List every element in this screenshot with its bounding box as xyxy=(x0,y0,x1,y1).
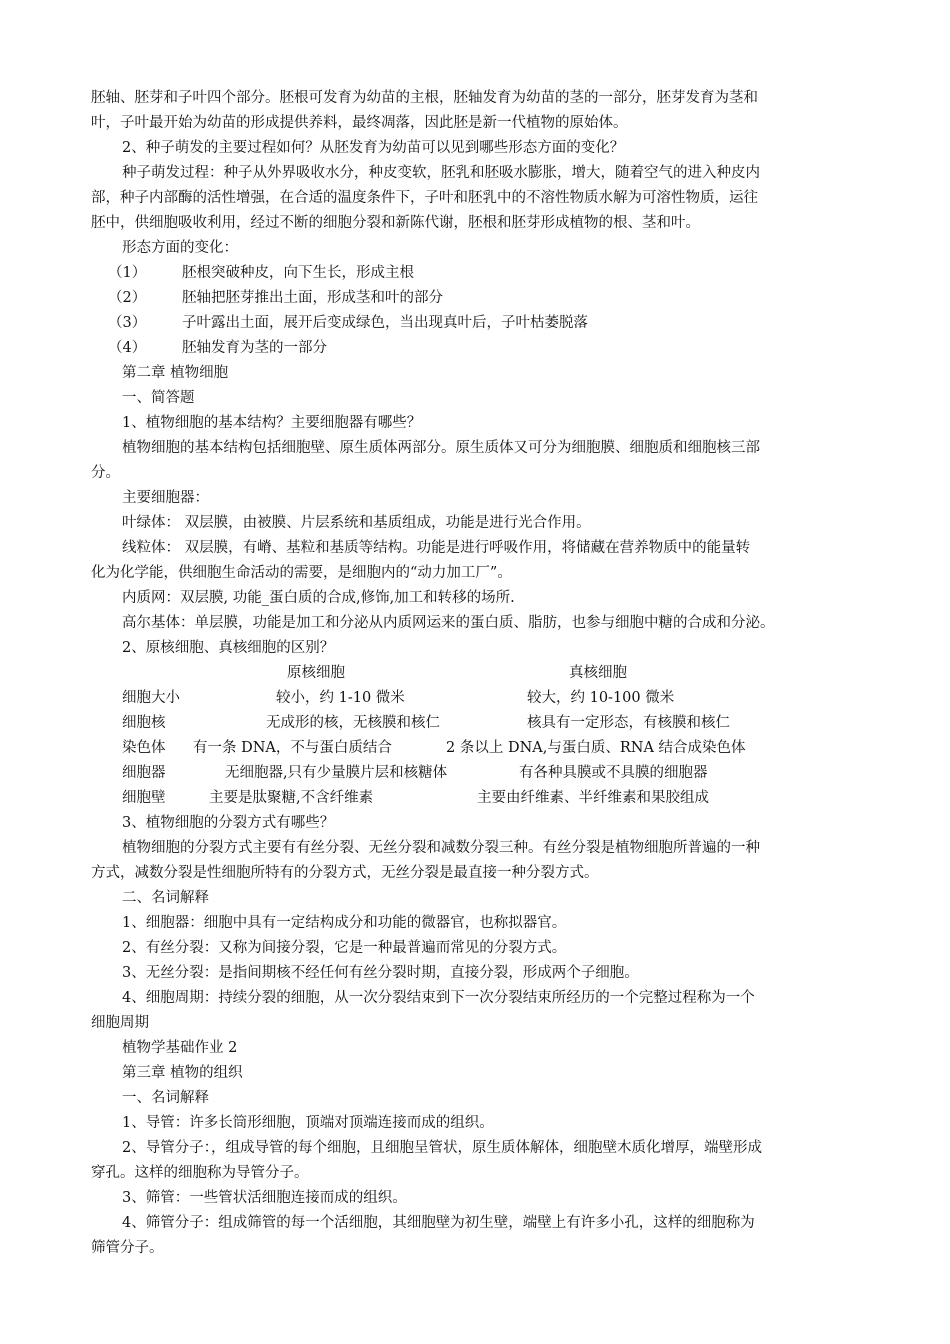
text-line-content: 方式，减数分裂是性细胞所特有的分裂方式，无丝分裂是最直接一种分裂方式。 xyxy=(91,865,599,881)
definition-text: 3、筛管：一些管状活细胞连接而成的组织。 xyxy=(122,1190,407,1206)
list-item xyxy=(0,336,950,361)
list-item xyxy=(0,311,950,336)
list-item-number: （3） xyxy=(108,315,147,331)
text-line xyxy=(0,586,950,611)
text-line-content: 分。 xyxy=(91,465,120,481)
table-row xyxy=(0,711,950,736)
table-cell-prokaryote: 无成形的核，无核膜和核仁 xyxy=(266,715,440,731)
question-text: 2、种子萌发的主要过程如何？从胚发育为幼苗可以见到哪些形态方面的变化？ xyxy=(122,140,625,156)
assignment-title: 植物学基础作业 2 xyxy=(122,1040,238,1056)
question-text: 1、植物细胞的基本结构？主要细胞器有哪些？ xyxy=(122,415,422,431)
definition-text: 1、细胞器：细胞中具有一定结构成分和功能的微器官，也称拟器官。 xyxy=(122,915,567,931)
definition-line xyxy=(0,1186,950,1211)
table-row xyxy=(0,786,950,811)
text-line-content: 植物细胞的分裂方式主要有有丝分裂、无丝分裂和减数分裂三种。有丝分裂是植物细胞所普遍的一种 xyxy=(122,840,760,856)
text-line xyxy=(0,836,950,861)
table-header-row xyxy=(0,661,950,686)
text-line xyxy=(0,161,950,186)
chapter-title: 第三章 植物的组织 xyxy=(122,1065,243,1081)
chapter-heading xyxy=(0,361,950,386)
text-line xyxy=(0,1236,950,1261)
definition-text: 2、有丝分裂：又称为间接分裂，它是一种最普遍而常见的分裂方式。 xyxy=(122,940,567,956)
table-row xyxy=(0,761,950,786)
text-line-content: 叶，子叶最开始为幼苗的形成提供养料，最终凋落，因此胚是新一代植物的原始体。 xyxy=(91,115,628,131)
question-heading xyxy=(0,411,950,436)
text-line xyxy=(0,1161,950,1186)
text-line xyxy=(0,186,950,211)
table-row-label: 染色体 xyxy=(122,740,166,756)
definition-line xyxy=(0,911,950,936)
text-line-content: 叶绿体： 双层膜，由被膜、片层系统和基质组成，功能是进行光合作用。 xyxy=(122,515,591,531)
definition-text: 4、细胞周期：持续分裂的细胞，从一次分裂结束到下一次分裂结束所经历的一个完整过程称为一个 xyxy=(122,990,755,1006)
definition-text: 2、导管分子：，组成导管的每个细胞，且细胞呈管状，原生质体解体，细胞壁木质化增厚，端壁形成 xyxy=(122,1140,762,1156)
list-item-text: 胚轴把胚芽推出土面，形成茎和叶的部分 xyxy=(182,290,443,306)
question-heading xyxy=(0,136,950,161)
table-cell-prokaryote: 无细胞器,只有少量膜片层和核糖体 xyxy=(225,765,448,781)
chapter-heading xyxy=(0,1061,950,1086)
text-line-content: 胚中，供细胞吸收利用，经过不断的细胞分裂和新陈代谢，胚根和胚芽形成植物的根、茎和叶。 xyxy=(91,215,700,231)
definition-line xyxy=(0,1136,950,1161)
table-row-label: 细胞器 xyxy=(122,765,166,781)
section-heading xyxy=(0,1086,950,1111)
list-item xyxy=(0,261,950,286)
section-title: 一、名词解释 xyxy=(122,1090,209,1106)
chapter-title: 第二章 植物细胞 xyxy=(122,365,229,381)
assignment-heading xyxy=(0,1036,950,1061)
definition-line xyxy=(0,1111,950,1136)
table-cell-eukaryote: 2 条以上 DNA,与蛋白质、RNA 结合成染色体 xyxy=(446,740,746,756)
text-line xyxy=(0,111,950,136)
text-line-content: 高尔基体：单层膜，功能是加工和分泌从内质网运来的蛋白质、脂肪，也参与细胞中糖的合成和分泌。 xyxy=(122,615,775,631)
text-line-content: 线粒体： 双层膜，有嵴、基粒和基质等结构。功能是进行呼吸作用，将储藏在营养物质中的能量转 xyxy=(122,540,751,556)
text-line xyxy=(0,486,950,511)
text-line xyxy=(0,461,950,486)
text-line xyxy=(0,561,950,586)
table-cell-eukaryote: 有各种具膜或不具膜的细胞器 xyxy=(519,765,708,781)
definition-line xyxy=(0,936,950,961)
text-line-content: 化为化学能，供细胞生命活动的需要，是细胞内的“动力加工厂”。 xyxy=(91,565,512,581)
list-item-text: 胚轴发育为茎的一部分 xyxy=(182,340,327,356)
table-row xyxy=(0,686,950,711)
question-text: 2、原核细胞、真核细胞的区别？ xyxy=(122,640,335,656)
section-heading xyxy=(0,886,950,911)
text-line-content: 部，种子内部酶的活性增强，在合适的温度条件下，子叶和胚乳中的不溶性物质水解为可溶性物质，运往 xyxy=(91,190,758,206)
text-line-content: 筛管分子。 xyxy=(91,1240,164,1256)
table-row-label: 细胞核 xyxy=(122,715,166,731)
text-line-content: 穿孔。这样的细胞称为导管分子。 xyxy=(91,1165,309,1181)
text-line-content: 种子萌发过程：种子从外界吸收水分，种皮变软，胚乳和胚吸水膨胀，增大，随着空气的进入种皮内 xyxy=(122,165,760,181)
text-line-content: 形态方面的变化： xyxy=(122,240,238,256)
list-item-number: （4） xyxy=(108,340,147,356)
section-title: 一、简答题 xyxy=(122,390,195,406)
text-line-content: 植物细胞的基本结构包括细胞壁、原生质体两部分。原生质体又可分为细胞膜、细胞质和细胞核三部 xyxy=(122,440,760,456)
table-cell-prokaryote: 主要是肽聚糖,不含纤维素 xyxy=(209,790,374,806)
definition-line xyxy=(0,961,950,986)
text-line xyxy=(0,86,950,111)
text-line-content: 细胞周期 xyxy=(91,1015,149,1031)
definition-text: 4、筛管分子：组成筛管的每一个活细胞，其细胞壁为初生壁，端壁上有许多小孔，这样的细胞称为 xyxy=(122,1215,755,1231)
list-item-text: 子叶露出土面，展开后变成绿色，当出现真叶后，子叶枯萎脱落 xyxy=(182,315,588,331)
question-text: 3、植物细胞的分裂方式有哪些？ xyxy=(122,815,335,831)
definition-line xyxy=(0,986,950,1011)
text-line-content: 胚轴、胚芽和子叶四个部分。胚根可发育为幼苗的主根，胚轴发育为幼苗的茎的一部分，胚芽发育为茎和 xyxy=(91,90,758,106)
table-header-prokaryote: 原核细胞 xyxy=(287,665,345,681)
section-title: 二、名词解释 xyxy=(122,890,209,906)
text-line-content: 主要细胞器： xyxy=(122,490,209,506)
table-header-eukaryote: 真核细胞 xyxy=(569,665,627,681)
text-line xyxy=(0,1011,950,1036)
text-line-content: 内质网：双层膜, 功能_蛋白质的合成,修饰,加工和转移的场所. xyxy=(122,590,515,606)
table-cell-eukaryote: 较大，约 10-100 微米 xyxy=(527,690,675,706)
list-item xyxy=(0,286,950,311)
section-heading xyxy=(0,386,950,411)
table-cell-eukaryote: 主要由纤维素、半纤维素和果胶组成 xyxy=(477,790,709,806)
text-line xyxy=(0,236,950,261)
table-row-label: 细胞大小 xyxy=(122,690,180,706)
table-cell-prokaryote: 有一条 DNA，不与蛋白质结合 xyxy=(193,740,392,756)
list-item-text: 胚根突破种皮，向下生长，形成主根 xyxy=(182,265,414,281)
text-line xyxy=(0,511,950,536)
definition-text: 1、导管：许多长筒形细胞，顶端对顶端连接而成的组织。 xyxy=(122,1115,494,1131)
list-item-number: （2） xyxy=(108,290,147,306)
text-line xyxy=(0,611,950,636)
question-heading xyxy=(0,636,950,661)
text-line xyxy=(0,861,950,886)
table-cell-eukaryote: 核具有一定形态，有核膜和核仁 xyxy=(527,715,730,731)
table-row xyxy=(0,736,950,761)
table-row-label: 细胞壁 xyxy=(122,790,166,806)
text-line xyxy=(0,436,950,461)
text-line xyxy=(0,536,950,561)
table-cell-prokaryote: 较小，约 1-10 微米 xyxy=(276,690,405,706)
definition-line xyxy=(0,1211,950,1236)
list-item-number: （1） xyxy=(108,265,147,281)
definition-text: 3、无丝分裂：是指间期核不经任何有丝分裂时期，直接分裂，形成两个子细胞。 xyxy=(122,965,639,981)
question-heading xyxy=(0,811,950,836)
text-line xyxy=(0,211,950,236)
